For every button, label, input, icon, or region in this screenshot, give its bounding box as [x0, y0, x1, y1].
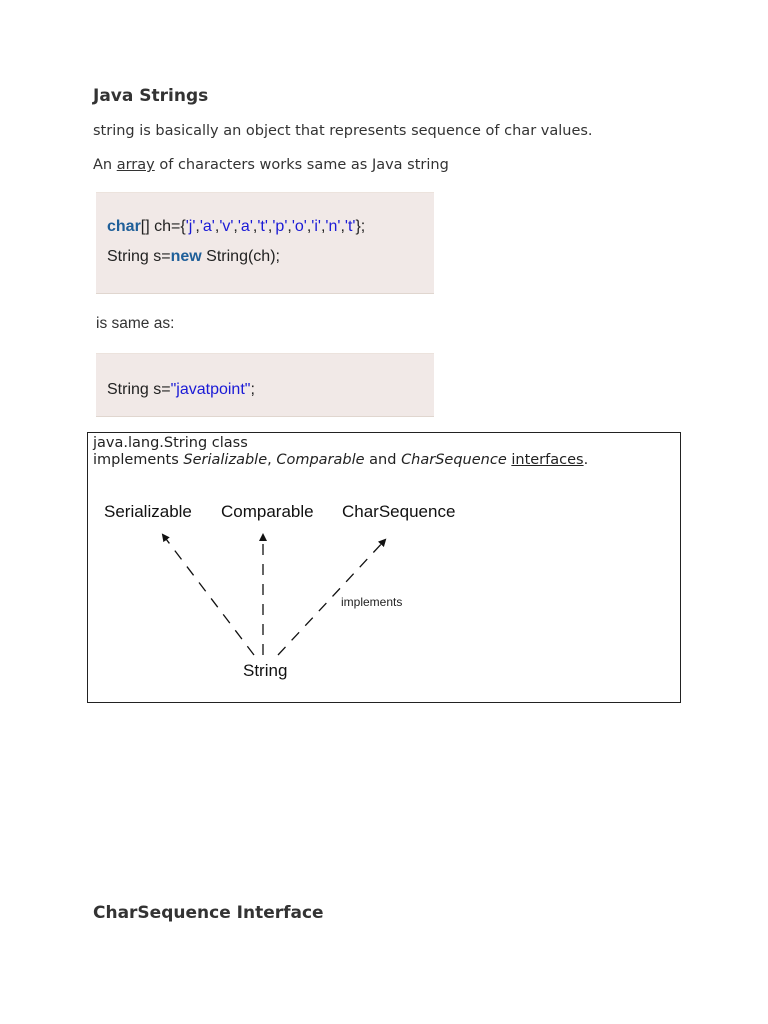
array-paragraph [93, 157, 449, 173]
implements-diagram [88, 433, 680, 702]
arrow-to-serializable [163, 535, 254, 655]
code-token: , [306, 218, 312, 235]
intro-paragraph: string is basically an object that represents sequence of char values. [93, 123, 593, 139]
charsequence-italic: CharSequence [401, 452, 507, 468]
frame-implements-text: implements [93, 452, 184, 468]
code-token: 'v' [219, 218, 234, 235]
code-token: "javatpoint" [170, 381, 251, 398]
comparable-label: Comparable [221, 502, 314, 521]
code-token: String s= [107, 248, 171, 265]
code-token: new [170, 248, 202, 265]
code-token: String(ch); [201, 248, 280, 265]
code-token: 't' [257, 218, 268, 235]
code-line-literal [107, 381, 255, 399]
comparable-italic: Comparable [276, 452, 365, 468]
code-token: , [195, 218, 200, 235]
code-token: 't' [344, 218, 356, 235]
code-token: 'p' [272, 218, 288, 235]
code-token: , [233, 218, 238, 235]
array-link[interactable]: array [116, 157, 155, 173]
array-paragraph-prefix: An [93, 157, 117, 173]
code-token: }; [355, 218, 366, 235]
code-token: 'j' [185, 218, 196, 235]
code-line-2 [107, 248, 280, 266]
array-paragraph-suffix: of characters works same as Java string [154, 157, 449, 173]
comma-text: , [267, 452, 277, 468]
charsequence-label: CharSequence [342, 502, 456, 521]
code-token: , [320, 218, 326, 235]
string-class-frame [87, 432, 681, 703]
code-token: 'n' [325, 218, 341, 235]
period-text: . [583, 452, 589, 468]
code-token: , [340, 218, 345, 235]
serializable-label: Serializable [104, 502, 192, 521]
frame-line-1: java.lang.String class [93, 435, 248, 451]
code-token: 'a' [237, 218, 253, 235]
string-source-label: String [243, 661, 288, 680]
code-token: 'o' [291, 218, 307, 235]
code-token: , [252, 218, 258, 235]
implements-edge-label: implements [341, 595, 403, 609]
is-same-as-text: is same as: [96, 315, 175, 332]
code-token: [] ch={ [140, 218, 186, 235]
code-token: String s= [107, 381, 171, 398]
code-token: , [267, 218, 273, 235]
code-block-string-literal [96, 353, 434, 417]
code-block-char-array [96, 192, 434, 294]
code-token: char [107, 218, 141, 235]
code-token: ; [250, 381, 255, 398]
code-token: 'i' [311, 218, 321, 235]
charsequence-interface-heading: CharSequence Interface [93, 903, 324, 923]
and-text: and [364, 452, 402, 468]
serializable-italic: Serializable [183, 452, 268, 468]
code-line-1 [107, 218, 365, 236]
interfaces-link[interactable]: interfaces [511, 452, 584, 468]
code-token: , [214, 218, 220, 235]
page-heading-java-strings: Java Strings [93, 86, 209, 106]
code-token: 'a' [199, 218, 215, 235]
code-token: , [287, 218, 292, 235]
